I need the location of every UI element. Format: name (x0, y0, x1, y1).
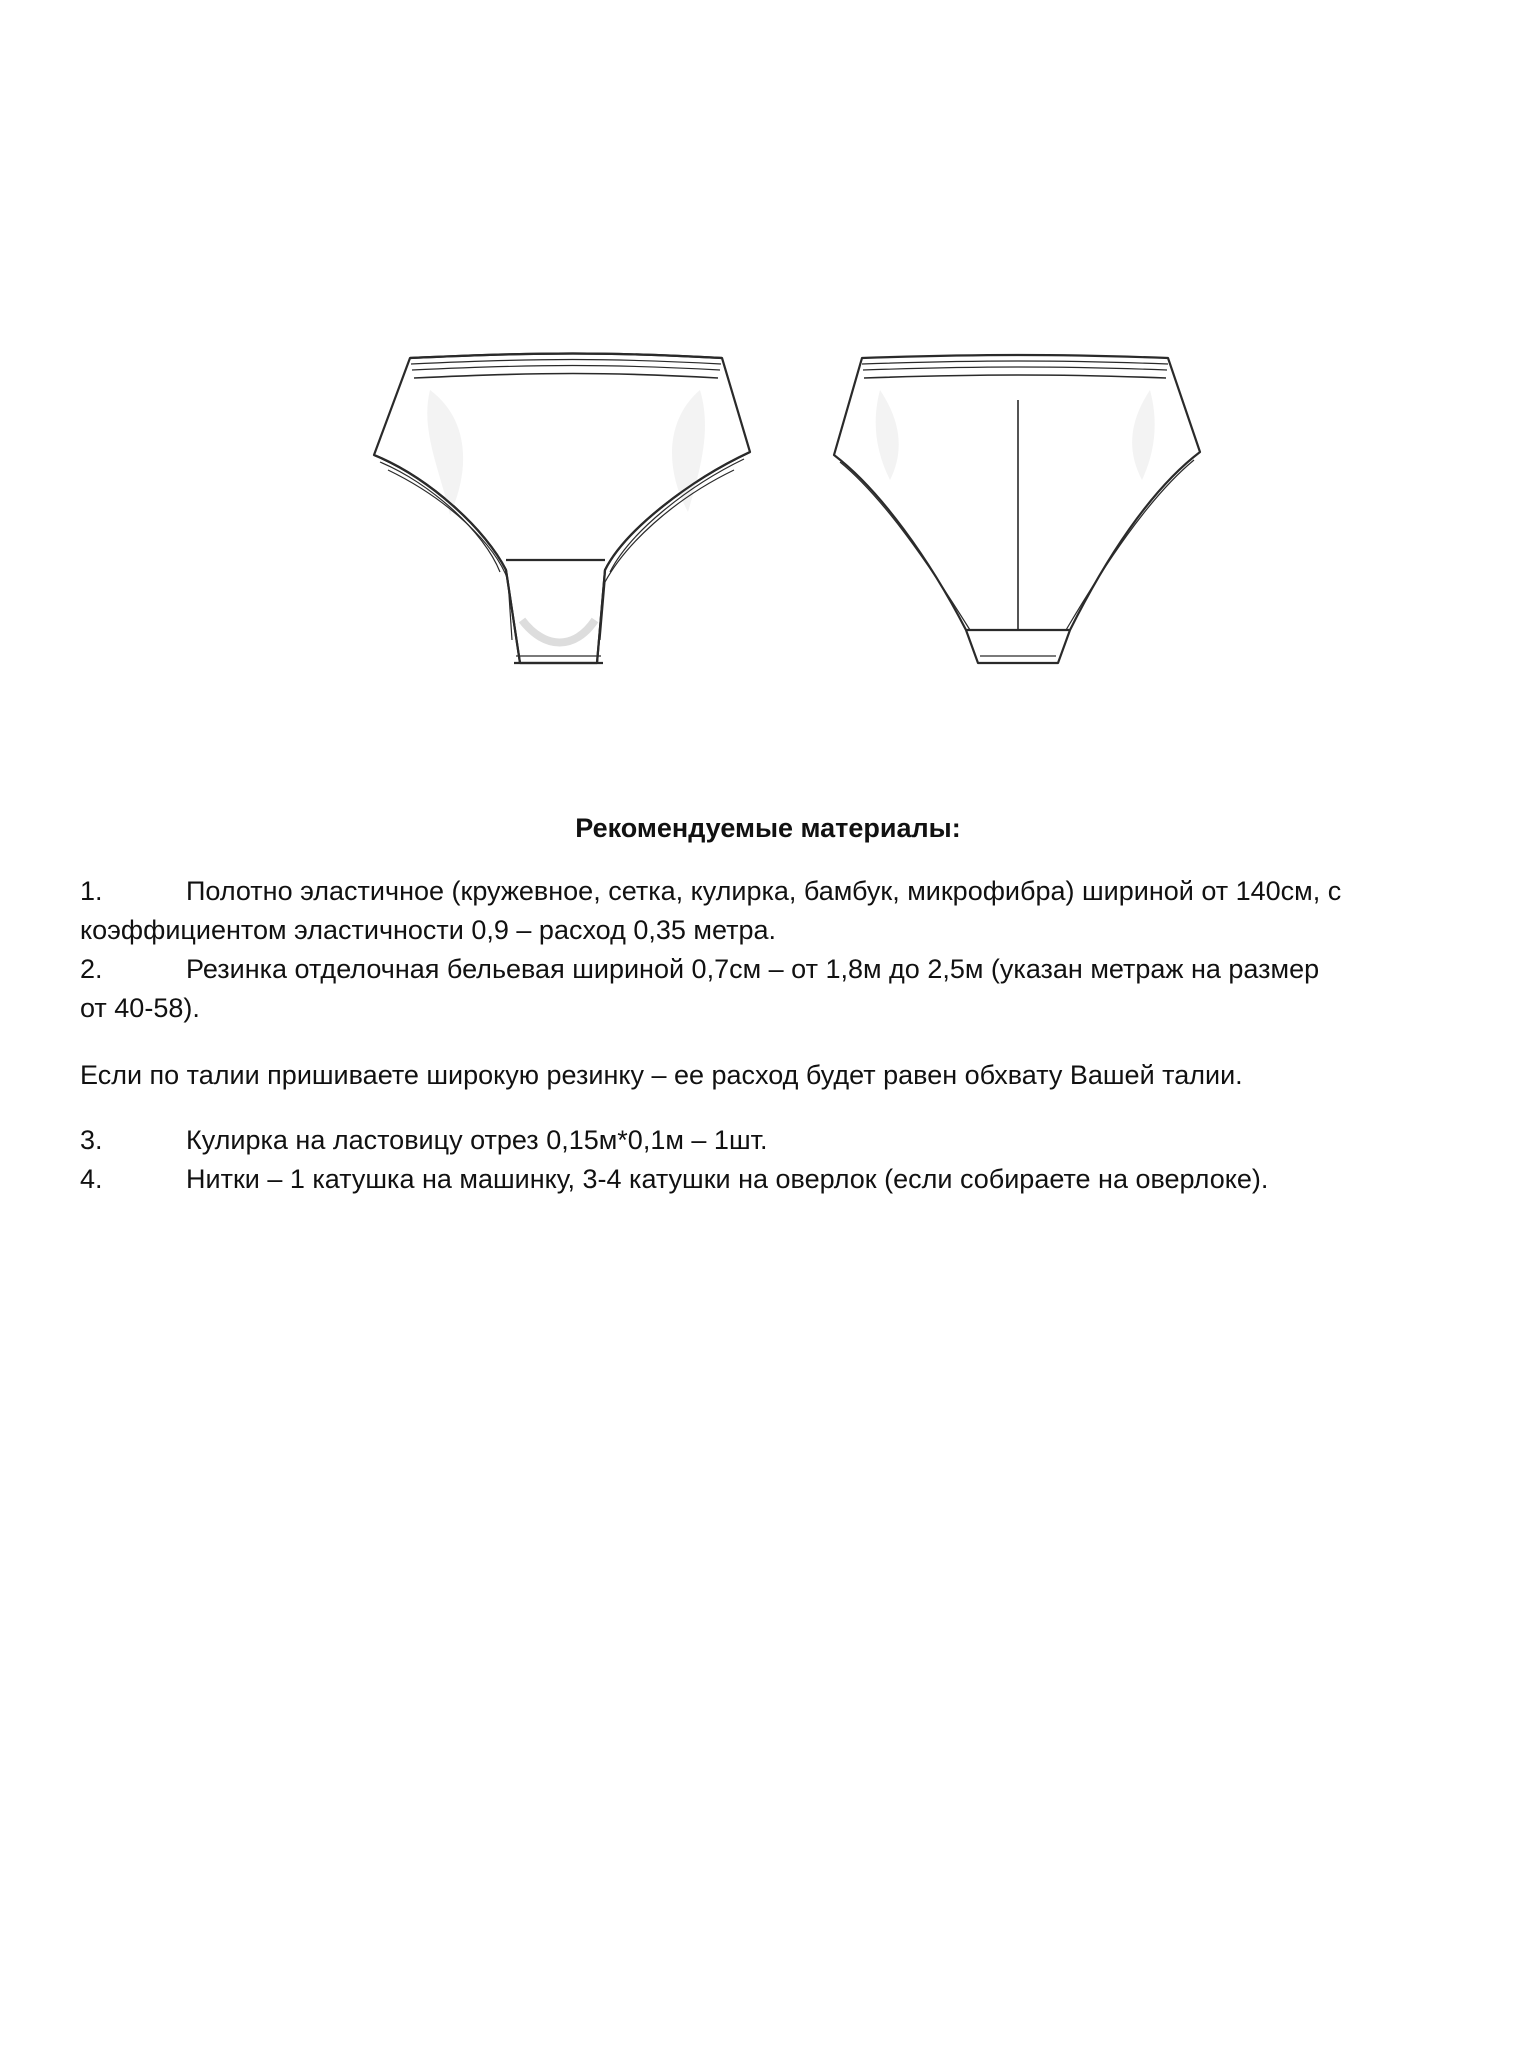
list-item (80, 872, 1480, 950)
briefs-back-view (834, 355, 1200, 663)
item-text: Кулирка на ластовицу отрез 0,15м*0,1м – 1шт. (186, 1125, 768, 1155)
item-number: 2. (80, 954, 103, 984)
briefs-front-view (374, 354, 750, 664)
item-text-continuation: от 40-58). (80, 993, 200, 1023)
item-text-continuation: коэффициентом эластичности 0,9 – расход 0,35 метра. (80, 915, 776, 945)
materials-heading: Рекомендуемые материалы: (575, 813, 961, 843)
list-item (80, 1121, 1480, 1160)
item-number: 3. (80, 1125, 103, 1155)
item-text: Нитки – 1 катушка на машинку, 3-4 катушки на оверлок (если собираете на оверлоке). (186, 1164, 1269, 1194)
item-number: 4. (80, 1164, 103, 1194)
item-number: 1. (80, 876, 103, 906)
item-text: Полотно эластичное (кружевное, сетка, кулирка, бамбук, микрофибра) шириной от 140см, с (186, 876, 1342, 906)
materials-content (80, 872, 1480, 1199)
waistband-note: Если по талии пришиваете широкую резинку – ее расход будет равен обхвату Вашей талии. (80, 1060, 1243, 1090)
item-text: Резинка отделочная бельевая шириной 0,7см – от 1,8м до 2,5м (указан метраж на размер (186, 954, 1320, 984)
list-item (80, 950, 1480, 1028)
list-item (80, 1160, 1480, 1199)
garment-sketch (0, 0, 1536, 700)
